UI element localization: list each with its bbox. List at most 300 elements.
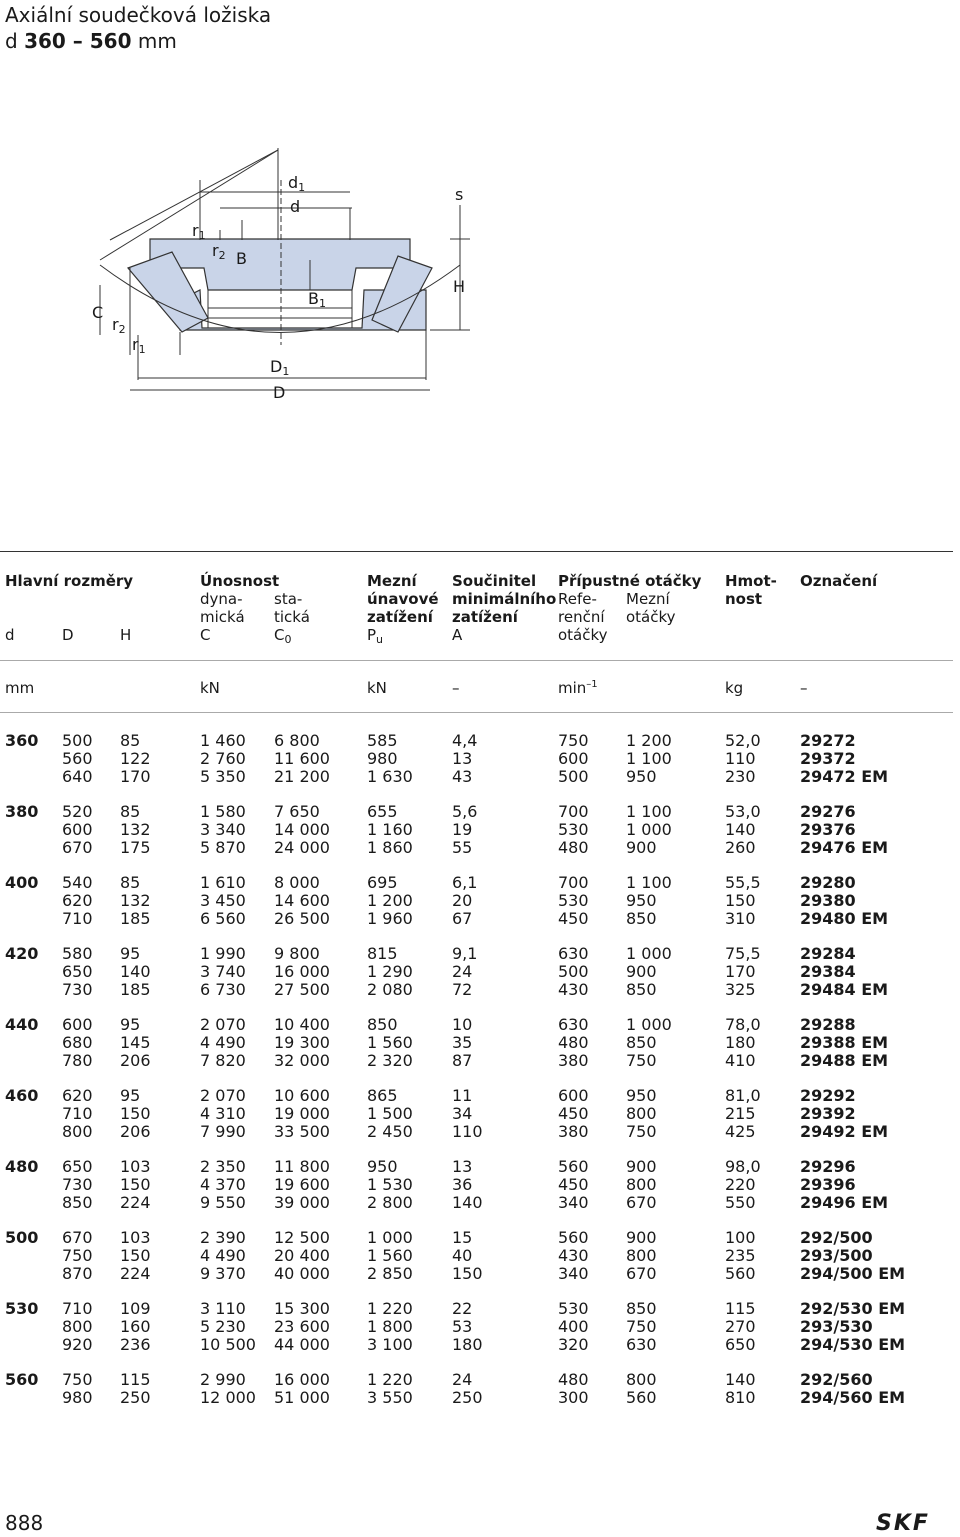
cell-Pu: 1 860 (367, 838, 413, 857)
cell-mass: 140 (725, 820, 756, 839)
cell-lim-speed: 900 (626, 838, 657, 857)
cell-d: 440 (5, 1015, 39, 1034)
cell-designation: 29388 EM (800, 1033, 889, 1052)
cell-D: 670 (62, 1228, 93, 1247)
cell-H: 103 (120, 1157, 151, 1176)
cell-mass: 235 (725, 1246, 756, 1265)
page-title: Axiální soudečková ložiska (5, 3, 272, 27)
unit-kN-2: kN (367, 679, 387, 697)
cell-C: 3 340 (200, 820, 246, 839)
cell-A: 36 (452, 1175, 473, 1194)
cell-A: 22 (452, 1299, 473, 1318)
cell-ref-speed: 630 (558, 944, 589, 963)
cell-mass: 53,0 (725, 802, 761, 821)
cell-C0: 10 400 (274, 1015, 330, 1034)
cell-C: 2 760 (200, 749, 246, 768)
page-number: 888 (5, 1511, 44, 1535)
cell-A: 4,4 (452, 731, 478, 750)
cell-lim-speed: 800 (626, 1370, 657, 1389)
cell-d: 380 (5, 802, 39, 821)
cell-Pu: 585 (367, 731, 398, 750)
subtitle-unit: mm (137, 29, 177, 53)
cell-ref-speed: 450 (558, 1104, 589, 1123)
hdr-ref-3: otáčky (558, 626, 608, 644)
cell-ref-speed: 560 (558, 1157, 589, 1176)
cell-ref-speed: 480 (558, 838, 589, 857)
cell-D: 540 (62, 873, 93, 892)
cell-C: 3 450 (200, 891, 246, 910)
cell-H: 224 (120, 1264, 151, 1283)
cell-C0: 16 000 (274, 962, 330, 981)
cell-H: 115 (120, 1370, 151, 1389)
cell-H: 145 (120, 1033, 151, 1052)
label-D1: D1 (270, 357, 290, 378)
hdr-capacity: Únosnost (200, 572, 280, 590)
cell-lim-speed: 950 (626, 1086, 657, 1105)
cell-H: 140 (120, 962, 151, 981)
cell-A: 53 (452, 1317, 473, 1336)
cell-mass: 410 (725, 1051, 756, 1070)
cell-C0: 26 500 (274, 909, 330, 928)
cell-designation: 29280 (800, 873, 856, 892)
cell-D: 640 (62, 767, 93, 786)
cell-mass: 78,0 (725, 1015, 761, 1034)
label-r1-left: r1 (132, 335, 146, 356)
cell-C0: 51 000 (274, 1388, 330, 1407)
cell-A: 15 (452, 1228, 473, 1247)
hdr-factor-1: Součinitel (452, 572, 537, 590)
cell-ref-speed: 560 (558, 1228, 589, 1247)
cell-C0: 32 000 (274, 1051, 330, 1070)
cell-mass: 270 (725, 1317, 756, 1336)
cell-C: 3 740 (200, 962, 246, 981)
cell-ref-speed: 340 (558, 1264, 589, 1283)
cell-A: 20 (452, 891, 473, 910)
cell-lim-speed: 1 000 (626, 820, 672, 839)
cell-designation: 29372 (800, 749, 856, 768)
cell-C: 4 490 (200, 1033, 246, 1052)
cell-lim-speed: 850 (626, 1299, 657, 1318)
cell-C0: 19 600 (274, 1175, 330, 1194)
cell-mass: 115 (725, 1299, 756, 1318)
cell-Pu: 3 100 (367, 1335, 413, 1354)
cell-Pu: 1 560 (367, 1246, 413, 1265)
cell-designation: 292/560 (800, 1370, 873, 1389)
cell-d: 420 (5, 944, 39, 963)
cell-Pu: 1 530 (367, 1175, 413, 1194)
cell-ref-speed: 450 (558, 909, 589, 928)
cell-mass: 650 (725, 1335, 756, 1354)
cell-C: 4 310 (200, 1104, 246, 1123)
cell-A: 24 (452, 1370, 473, 1389)
label-B: B (236, 249, 247, 268)
cell-D: 600 (62, 1015, 93, 1034)
hdr-sym-H: H (120, 626, 132, 644)
cell-designation: 293/530 (800, 1317, 873, 1336)
cell-C: 1 580 (200, 802, 246, 821)
cell-designation: 29296 (800, 1157, 856, 1176)
cell-designation: 29472 EM (800, 767, 889, 786)
cell-C: 4 370 (200, 1175, 246, 1194)
cell-C: 6 730 (200, 980, 246, 999)
hdr-fatigue-1: Mezní (367, 572, 417, 590)
hdr-factor-2: minimálního (452, 590, 557, 608)
cell-D: 650 (62, 962, 93, 981)
cell-D: 580 (62, 944, 93, 963)
cell-Pu: 1 560 (367, 1033, 413, 1052)
cell-lim-speed: 850 (626, 1033, 657, 1052)
cell-ref-speed: 700 (558, 873, 589, 892)
cell-ref-speed: 700 (558, 802, 589, 821)
cell-D: 750 (62, 1370, 93, 1389)
cell-designation: 29380 (800, 891, 856, 910)
hdr-designation: Označení (800, 572, 878, 590)
cell-lim-speed: 950 (626, 767, 657, 786)
cell-Pu: 1 220 (367, 1299, 413, 1318)
cell-C: 1 460 (200, 731, 246, 750)
cell-Pu: 1 800 (367, 1317, 413, 1336)
cell-ref-speed: 530 (558, 1299, 589, 1318)
subtitle-prefix: d (5, 29, 18, 53)
cell-Pu: 2 450 (367, 1122, 413, 1141)
cell-H: 85 (120, 873, 141, 892)
cell-C: 10 500 (200, 1335, 256, 1354)
cell-lim-speed: 1 100 (626, 873, 672, 892)
cell-C: 5 230 (200, 1317, 246, 1336)
label-C: C (92, 303, 104, 322)
cell-designation: 29488 EM (800, 1051, 889, 1070)
cell-C0: 10 600 (274, 1086, 330, 1105)
cell-d: 360 (5, 731, 39, 750)
label-r2-top: r2 (212, 241, 226, 262)
cell-C0: 19 000 (274, 1104, 330, 1123)
cell-Pu: 1 200 (367, 891, 413, 910)
cell-C: 1 990 (200, 944, 246, 963)
unit-dash-1: – (452, 679, 460, 697)
cell-C0: 11 800 (274, 1157, 330, 1176)
cell-H: 224 (120, 1193, 151, 1212)
cell-ref-speed: 320 (558, 1335, 589, 1354)
cell-d: 530 (5, 1299, 39, 1318)
cell-H: 206 (120, 1122, 151, 1141)
cell-A: 11 (452, 1086, 473, 1105)
cell-designation: 29276 (800, 802, 856, 821)
cell-C0: 9 800 (274, 944, 320, 963)
cell-A: 13 (452, 1157, 473, 1176)
cell-mass: 140 (725, 1370, 756, 1389)
cell-mass: 260 (725, 838, 756, 857)
cell-lim-speed: 750 (626, 1317, 657, 1336)
label-d: d (290, 197, 301, 216)
cell-Pu: 850 (367, 1015, 398, 1034)
cell-H: 236 (120, 1335, 151, 1354)
cell-designation: 294/530 EM (800, 1335, 906, 1354)
cell-designation: 29476 EM (800, 838, 889, 857)
cell-ref-speed: 630 (558, 1015, 589, 1034)
table-top-rule (0, 551, 953, 552)
cell-D: 600 (62, 820, 93, 839)
cell-Pu: 865 (367, 1086, 398, 1105)
label-D: D (273, 383, 286, 402)
cell-designation: 29396 (800, 1175, 856, 1194)
cell-lim-speed: 1 000 (626, 944, 672, 963)
cell-lim-speed: 950 (626, 891, 657, 910)
cell-C: 9 550 (200, 1193, 246, 1212)
cell-H: 150 (120, 1246, 151, 1265)
hdr-factor-3: zatížení (452, 608, 518, 626)
cell-A: 40 (452, 1246, 473, 1265)
cell-lim-speed: 1 000 (626, 1015, 672, 1034)
cell-lim-speed: 560 (626, 1388, 657, 1407)
cell-C0: 21 200 (274, 767, 330, 786)
cell-C0: 33 500 (274, 1122, 330, 1141)
cell-lim-speed: 900 (626, 1157, 657, 1176)
cell-Pu: 950 (367, 1157, 398, 1176)
cell-lim-speed: 800 (626, 1175, 657, 1194)
cell-H: 85 (120, 802, 141, 821)
cell-lim-speed: 1 100 (626, 802, 672, 821)
cell-A: 140 (452, 1193, 483, 1212)
cell-C: 4 490 (200, 1246, 246, 1265)
cell-Pu: 1 000 (367, 1228, 413, 1247)
label-d1: d1 (288, 173, 306, 194)
hdr-sym-C0: $C_0$ (274, 626, 292, 646)
cell-D: 780 (62, 1051, 93, 1070)
cell-lim-speed: 750 (626, 1051, 657, 1070)
cell-C: 9 370 (200, 1264, 246, 1283)
cell-A: 19 (452, 820, 473, 839)
cell-D: 710 (62, 909, 93, 928)
cell-H: 160 (120, 1317, 151, 1336)
cell-designation: 292/530 EM (800, 1299, 906, 1318)
label-B1: B1 (308, 289, 326, 310)
page-subtitle (5, 28, 177, 54)
cell-D: 920 (62, 1335, 93, 1354)
cell-designation: 29292 (800, 1086, 856, 1105)
hdr-sym-Pu: $P_u$ (367, 626, 384, 646)
cell-designation: 29480 EM (800, 909, 889, 928)
cell-C0: 15 300 (274, 1299, 330, 1318)
cell-designation: 29492 EM (800, 1122, 889, 1141)
cell-Pu: 2 850 (367, 1264, 413, 1283)
cell-mass: 220 (725, 1175, 756, 1194)
cell-lim-speed: 800 (626, 1246, 657, 1265)
cell-designation: 29384 (800, 962, 856, 981)
cell-H: 132 (120, 820, 151, 839)
cell-designation: 29484 EM (800, 980, 889, 999)
cell-mass: 81,0 (725, 1086, 761, 1105)
hdr-fatigue-2: únavové (367, 590, 439, 608)
hdr-mass-1: Hmot- (725, 572, 777, 590)
cell-C0: 27 500 (274, 980, 330, 999)
cell-D: 500 (62, 731, 93, 750)
cell-H: 85 (120, 731, 141, 750)
cell-mass: 215 (725, 1104, 756, 1123)
cell-C0: 14 600 (274, 891, 330, 910)
cell-A: 5,6 (452, 802, 478, 821)
cell-D: 850 (62, 1193, 93, 1212)
cell-designation: 29496 EM (800, 1193, 889, 1212)
cell-H: 95 (120, 1086, 141, 1105)
hdr-lim-2: otáčky (626, 608, 676, 626)
cell-Pu: 1 160 (367, 820, 413, 839)
cell-C0: 23 600 (274, 1317, 330, 1336)
cell-mass: 310 (725, 909, 756, 928)
unit-min: $\min^{-1}$ (558, 679, 598, 697)
cell-lim-speed: 800 (626, 1104, 657, 1123)
cell-designation: 29284 (800, 944, 856, 963)
hdr-ref-2: renční (558, 608, 605, 626)
cell-ref-speed: 340 (558, 1193, 589, 1212)
brand-logo: SKF (876, 1511, 930, 1536)
hdr-ref-1: Refe- (558, 590, 597, 608)
cell-Pu: 1 220 (367, 1370, 413, 1389)
cell-designation: 294/500 EM (800, 1264, 906, 1283)
cell-C0: 20 400 (274, 1246, 330, 1265)
cell-ref-speed: 600 (558, 1086, 589, 1105)
cell-Pu: 1 960 (367, 909, 413, 928)
cell-C0: 44 000 (274, 1335, 330, 1354)
cell-C: 2 350 (200, 1157, 246, 1176)
cell-H: 95 (120, 944, 141, 963)
cell-C0: 39 000 (274, 1193, 330, 1212)
cell-ref-speed: 750 (558, 731, 589, 750)
cell-D: 620 (62, 891, 93, 910)
cell-A: 150 (452, 1264, 483, 1283)
cell-C: 12 000 (200, 1388, 256, 1407)
cell-mass: 230 (725, 767, 756, 786)
cell-C0: 14 000 (274, 820, 330, 839)
hdr-mass-2: nost (725, 590, 763, 608)
cell-lim-speed: 670 (626, 1264, 657, 1283)
cell-ref-speed: 480 (558, 1033, 589, 1052)
cell-D: 710 (62, 1299, 93, 1318)
cell-mass: 55,5 (725, 873, 761, 892)
cell-C: 7 990 (200, 1122, 246, 1141)
cell-D: 650 (62, 1157, 93, 1176)
hdr-lim-1: Mezní (626, 590, 670, 608)
cell-designation: 29288 (800, 1015, 856, 1034)
cell-d: 480 (5, 1157, 39, 1176)
cell-C: 7 820 (200, 1051, 246, 1070)
cell-designation: 29392 (800, 1104, 856, 1123)
cell-d: 560 (5, 1370, 39, 1389)
cell-A: 13 (452, 749, 473, 768)
hdr-stat-2: tická (274, 608, 310, 626)
cell-D: 730 (62, 980, 93, 999)
cell-Pu: 655 (367, 802, 398, 821)
cell-Pu: 980 (367, 749, 398, 768)
hdr-dyn-2: mická (200, 608, 245, 626)
cell-C: 2 990 (200, 1370, 246, 1389)
cell-C0: 7 650 (274, 802, 320, 821)
unit-mm: mm (5, 679, 35, 697)
cell-lim-speed: 750 (626, 1122, 657, 1141)
cell-C: 5 870 (200, 838, 246, 857)
cell-C: 2 070 (200, 1086, 246, 1105)
cell-mass: 170 (725, 962, 756, 981)
cell-A: 110 (452, 1122, 483, 1141)
cell-A: 180 (452, 1335, 483, 1354)
cell-d: 460 (5, 1086, 39, 1105)
hdr-sym-d: d (5, 626, 15, 644)
cell-D: 730 (62, 1175, 93, 1194)
cell-mass: 325 (725, 980, 756, 999)
label-H: H (453, 277, 466, 296)
cell-D: 750 (62, 1246, 93, 1265)
cell-Pu: 2 800 (367, 1193, 413, 1212)
label-r1-top: r1 (192, 221, 206, 242)
cell-H: 122 (120, 749, 151, 768)
cell-A: 6,1 (452, 873, 478, 892)
cell-mass: 810 (725, 1388, 756, 1407)
cell-C: 3 110 (200, 1299, 246, 1318)
cell-ref-speed: 400 (558, 1317, 589, 1336)
cell-mass: 550 (725, 1193, 756, 1212)
cell-designation: 29376 (800, 820, 856, 839)
hdr-main-dims: Hlavní rozměry (5, 572, 134, 590)
cell-C: 2 070 (200, 1015, 246, 1034)
cell-D: 680 (62, 1033, 93, 1052)
cell-C: 1 610 (200, 873, 246, 892)
cell-designation: 294/560 EM (800, 1388, 906, 1407)
hdr-fatigue-3: zatížení (367, 608, 433, 626)
cell-lim-speed: 900 (626, 962, 657, 981)
cell-lim-speed: 670 (626, 1193, 657, 1212)
cell-Pu: 2 320 (367, 1051, 413, 1070)
cell-mass: 110 (725, 749, 756, 768)
hdr-stat-1: sta- (274, 590, 303, 608)
cell-C: 2 390 (200, 1228, 246, 1247)
cell-Pu: 2 080 (367, 980, 413, 999)
cell-ref-speed: 530 (558, 891, 589, 910)
cell-designation: 29272 (800, 731, 856, 750)
header-rule (0, 660, 953, 661)
cell-ref-speed: 500 (558, 767, 589, 786)
cell-A: 67 (452, 909, 473, 928)
cell-mass: 150 (725, 891, 756, 910)
cell-A: 9,1 (452, 944, 478, 963)
cell-D: 710 (62, 1104, 93, 1123)
cell-mass: 100 (725, 1228, 756, 1247)
cell-ref-speed: 430 (558, 980, 589, 999)
cell-A: 55 (452, 838, 473, 857)
cell-C: 6 560 (200, 909, 246, 928)
cell-D: 560 (62, 749, 93, 768)
cell-H: 132 (120, 891, 151, 910)
hdr-speeds: Přípustné otáčky (558, 572, 702, 590)
cell-lim-speed: 630 (626, 1335, 657, 1354)
cell-lim-speed: 850 (626, 909, 657, 928)
label-s: s (455, 185, 464, 204)
cell-D: 870 (62, 1264, 93, 1283)
cell-mass: 560 (725, 1264, 756, 1283)
cell-H: 185 (120, 980, 151, 999)
cell-ref-speed: 380 (558, 1122, 589, 1141)
cell-mass: 98,0 (725, 1157, 761, 1176)
cell-Pu: 3 550 (367, 1388, 413, 1407)
cell-D: 800 (62, 1122, 93, 1141)
unit-dash-2: – (800, 679, 808, 697)
cell-mass: 425 (725, 1122, 756, 1141)
cell-designation: 292/500 (800, 1228, 873, 1247)
cell-A: 34 (452, 1104, 473, 1123)
cell-mass: 75,5 (725, 944, 761, 963)
cell-Pu: 1 630 (367, 767, 413, 786)
cell-D: 670 (62, 838, 93, 857)
cell-H: 150 (120, 1104, 151, 1123)
cell-Pu: 1 290 (367, 962, 413, 981)
